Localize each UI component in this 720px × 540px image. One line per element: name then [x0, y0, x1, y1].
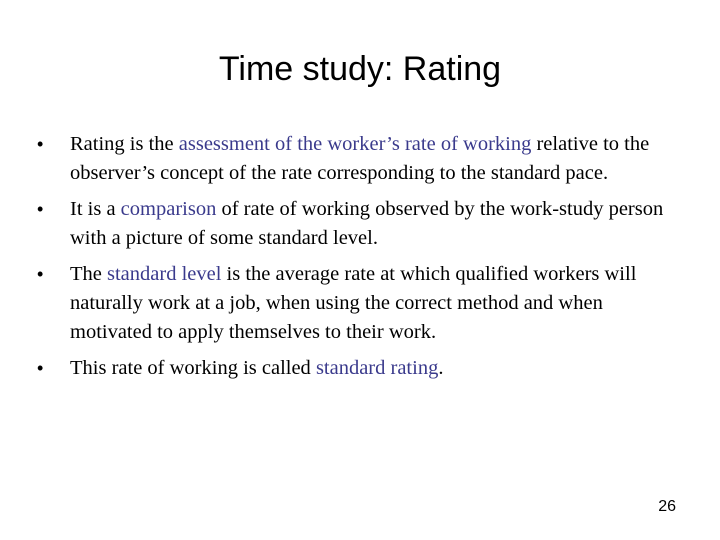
- bullet-item: [34, 354, 674, 383]
- bullet-text-plain: It is a: [70, 198, 121, 220]
- bullet-text-plain: .: [438, 357, 444, 379]
- bullet-item: [34, 260, 674, 347]
- bullet-dot-icon: •: [37, 264, 44, 284]
- bullet-text-highlight: comparison: [120, 198, 217, 220]
- bullet-list: [34, 130, 674, 390]
- bullet-text-plain: relative to the observer’s concept of the rate corresponding to the standard pace.: [70, 133, 650, 184]
- bullet-item: [34, 130, 674, 188]
- bullet-text-plain: Rating is the: [70, 133, 179, 155]
- bullet-item: [34, 195, 674, 253]
- bullet-dot-icon: •: [37, 358, 44, 378]
- bullet-text-highlight: standard level: [107, 263, 222, 285]
- bullet-text-plain: is the average rate at which qualified workers will naturally work at a job, when using the correct method and when motivated to apply themselves to their work.: [70, 263, 637, 343]
- bullet-text-plain: This rate of working is called: [70, 357, 316, 379]
- bullet-text-highlight: assessment of the worker’s rate of working: [178, 133, 532, 155]
- page-number: 26: [658, 498, 676, 515]
- bullet-dot-icon: •: [37, 134, 44, 154]
- bullet-dot-icon: •: [37, 199, 44, 219]
- bullet-text-plain: The: [70, 263, 107, 285]
- slide-title: Time study: Rating: [218, 50, 502, 88]
- bullet-text-plain: of rate of working observed by the work-study person with a picture of some standard level.: [70, 198, 664, 249]
- bullet-text-highlight: standard rating: [315, 357, 439, 379]
